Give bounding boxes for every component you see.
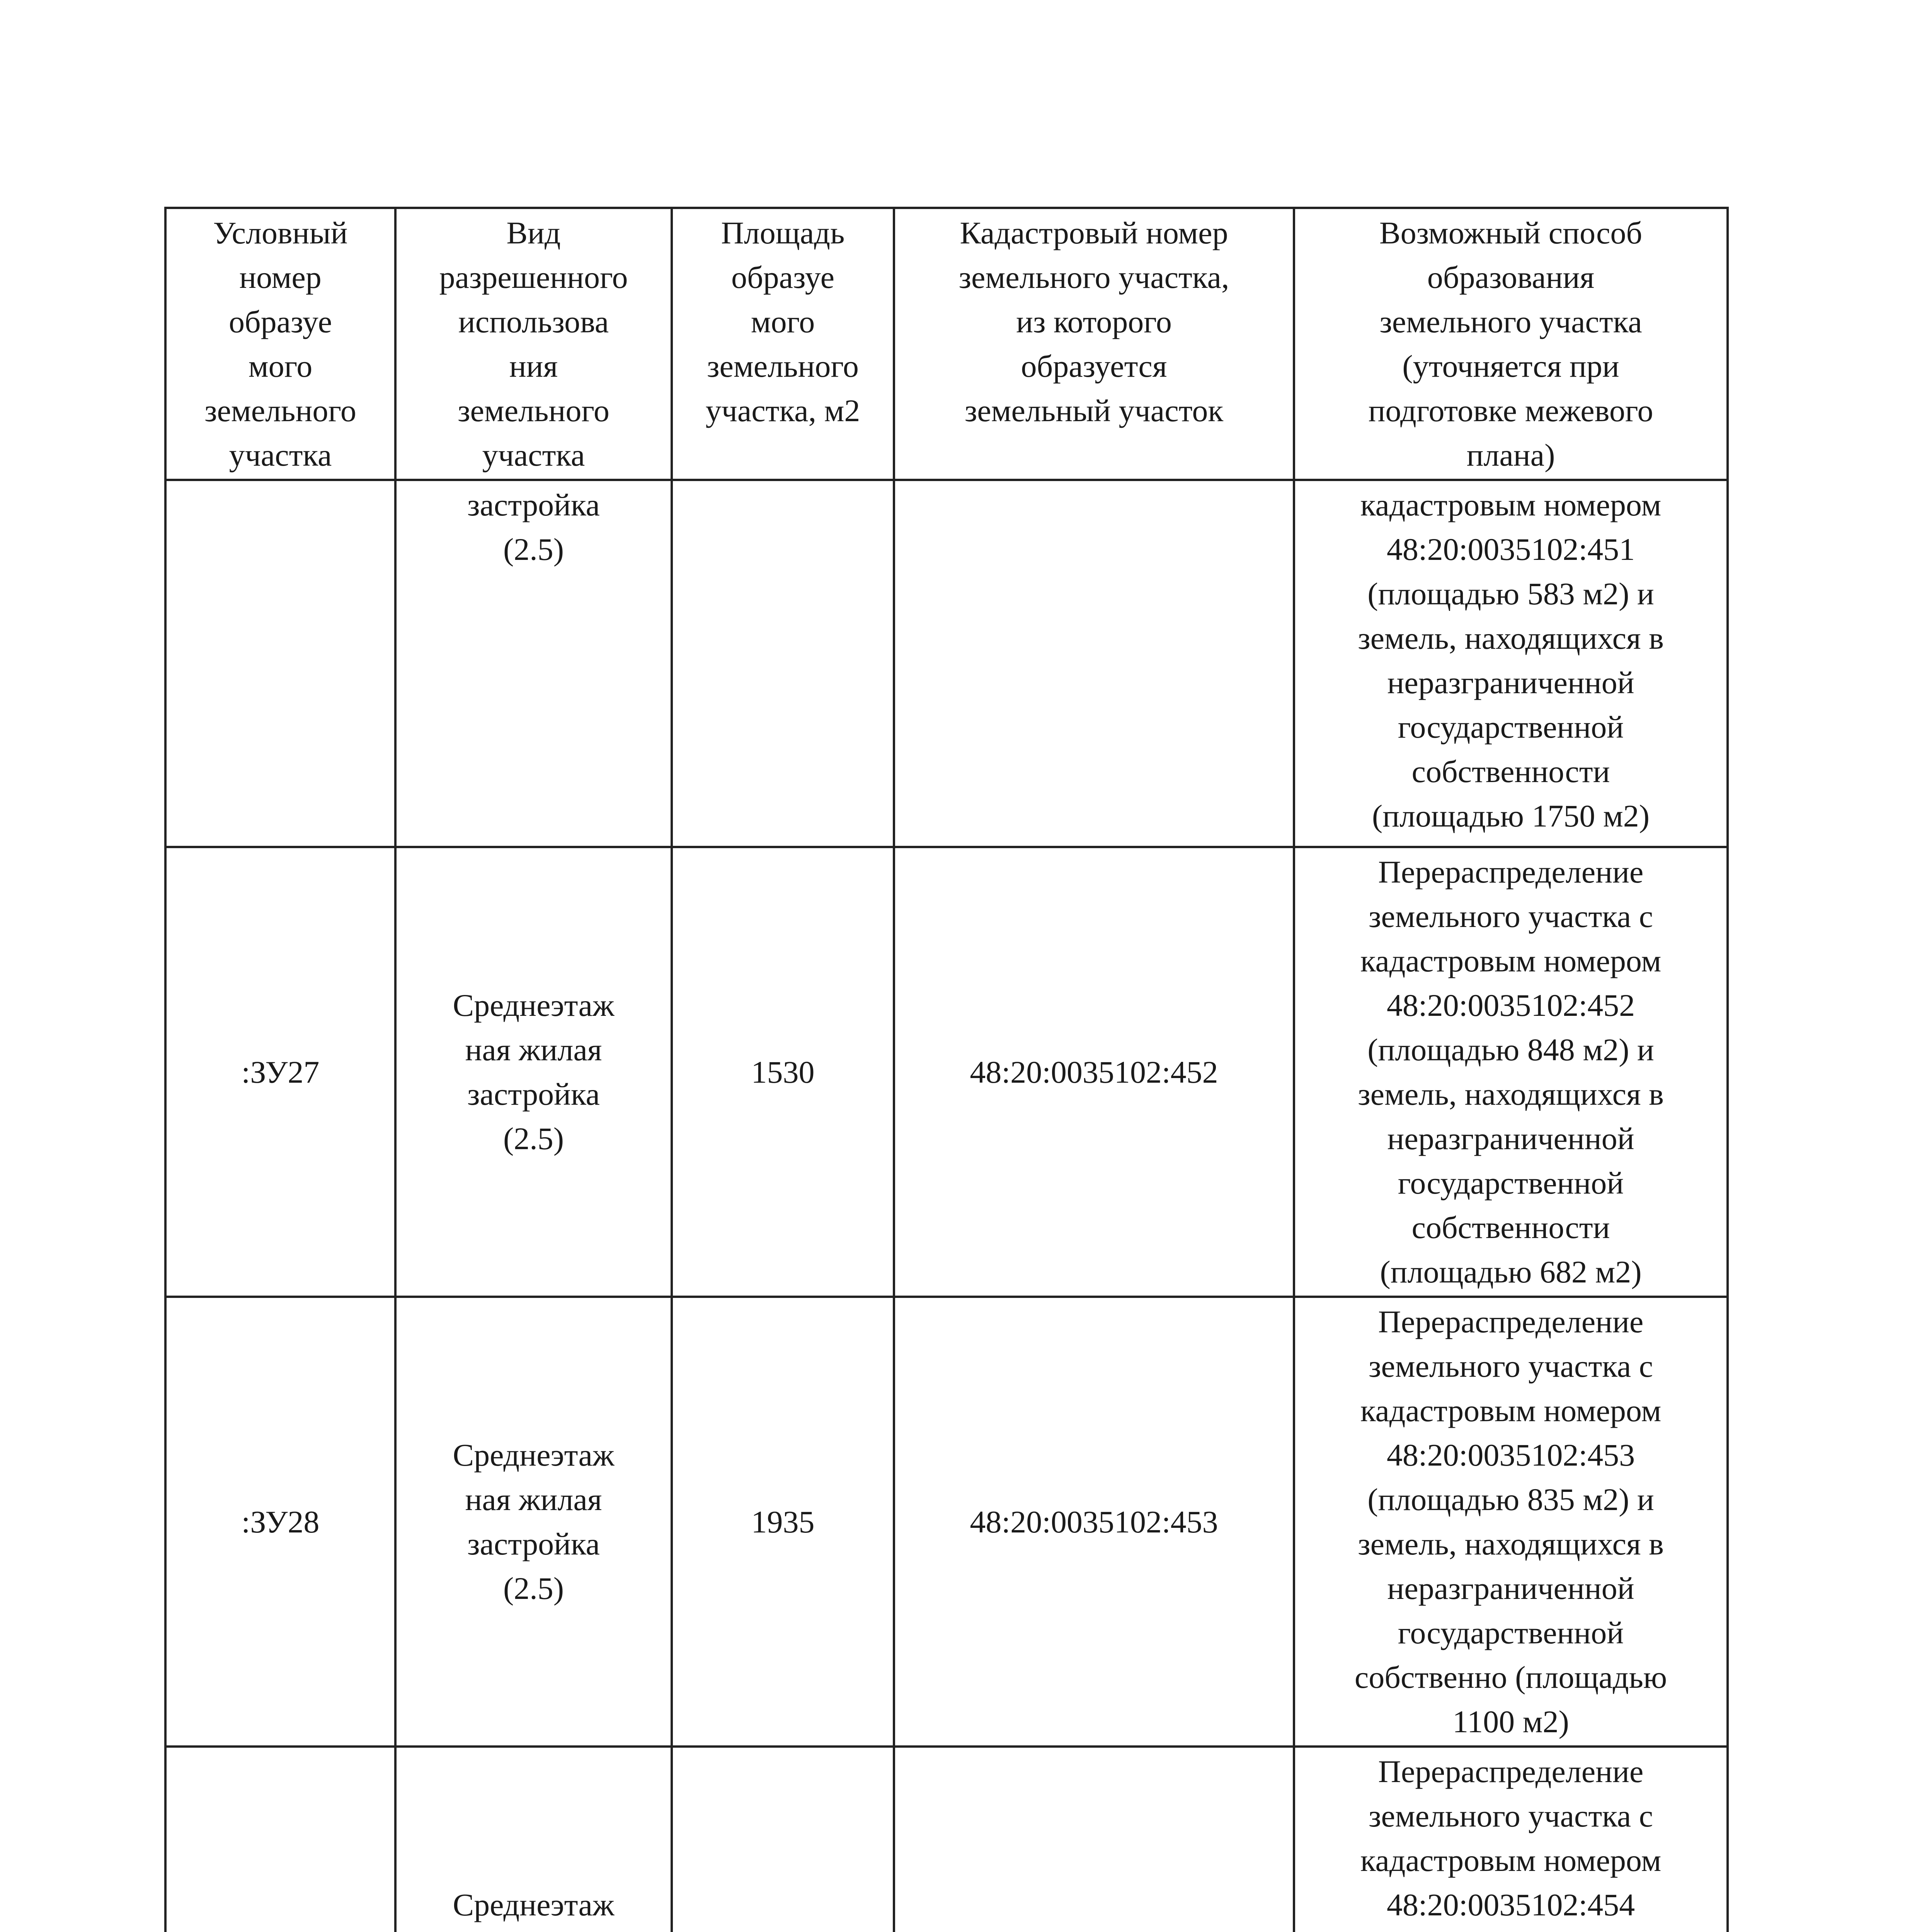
cell-permitted-use: Среднеэтаж [395, 1747, 672, 1932]
cell-formation-method: Перераспределение земельного участка с кадастровым номером 48:20:0035102:452 (площадью 848 м2) и земель, находящихся в неразграниченной государственной собственности (площадью 682 м2) [1294, 847, 1728, 1297]
cell-plot-number: :ЗУ27 [165, 847, 395, 1297]
cell-area [672, 1747, 894, 1932]
table-row [165, 847, 1728, 1297]
header-permitted-use: Вид разрешенного использова ния земельного участка [395, 208, 672, 480]
cell-plot-number: :ЗУ28 [165, 1297, 395, 1747]
cell-cadastral-number: 48:20:0035102:453 [894, 1297, 1294, 1747]
table-header-row [165, 208, 1728, 480]
cell-formation-method: Перераспределение земельного участка с кадастровым номером 48:20:0035102:453 (площадью 835 м2) и земель, находящихся в неразграниченной государственной собственно (площадью 1100 м2) [1294, 1297, 1728, 1747]
cell-permitted-use: застройка (2.5) [395, 480, 672, 847]
cell-permitted-use: Среднеэтаж ная жилая застройка (2.5) [395, 847, 672, 1297]
cell-cadastral-number [894, 1747, 1294, 1932]
table-row-continuation [165, 480, 1728, 847]
header-plot-number: Условный номер образуе мого земельного участка [165, 208, 395, 480]
cell-formation-method: Перераспределение земельного участка с кадастровым номером 48:20:0035102:454 [1294, 1747, 1728, 1932]
land-plots-table [164, 207, 1729, 1932]
cell-area: 1935 [672, 1297, 894, 1747]
cell-plot-number [165, 1747, 395, 1932]
cell-permitted-use: Среднеэтаж ная жилая застройка (2.5) [395, 1297, 672, 1747]
cell-area: 1530 [672, 847, 894, 1297]
header-formation-method: Возможный способ образования земельного участка (уточняется при подготовке межевого плана) [1294, 208, 1728, 480]
header-cadastral-number: Кадастровый номер земельного участка, из которого образуется земельный участок [894, 208, 1294, 480]
cell-plot-number [165, 480, 395, 847]
table-row [165, 1297, 1728, 1747]
cell-area [672, 480, 894, 847]
cell-cadastral-number [894, 480, 1294, 847]
table-row [165, 1747, 1728, 1932]
header-area: Площадь образуе мого земельного участка, м2 [672, 208, 894, 480]
cell-formation-method: кадастровым номером 48:20:0035102:451 (площадью 583 м2) и земель, находящихся в неразграниченной государственной собственности (площадью 1750 м2) [1294, 480, 1728, 847]
cell-cadastral-number: 48:20:0035102:452 [894, 847, 1294, 1297]
